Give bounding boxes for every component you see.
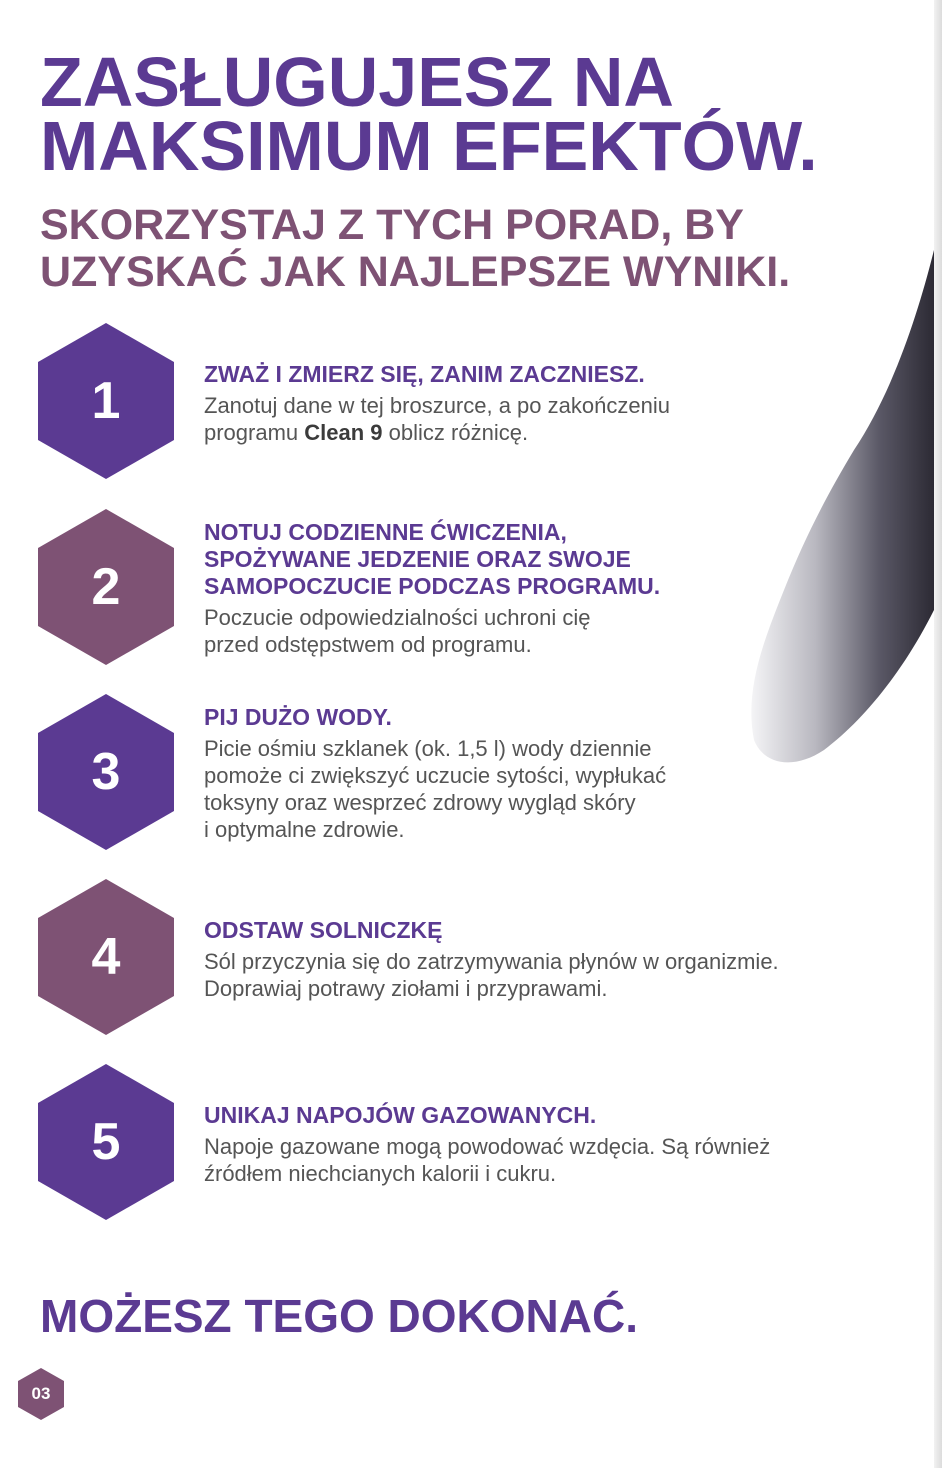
tip-text-line: Poczucie odpowiedzialności uchroni cię <box>204 605 591 630</box>
tip-text-segment: programu <box>204 420 305 445</box>
page-edge <box>934 0 942 1468</box>
closing-headline: MOŻESZ TEGO DOKONAĆ. <box>40 1290 638 1342</box>
title-line-2: MAKSIMUM EFEKTÓW. <box>40 107 818 185</box>
program-name: Clean 9 <box>304 420 383 445</box>
title-line-1: ZASŁUGUJESZ NA <box>40 43 674 121</box>
subtitle-line-1: SKORZYSTAJ Z TYCH PORAD, BY <box>40 201 744 249</box>
tip-body <box>204 361 864 446</box>
tip-text-line: Sól przyczynia się do zatrzymywania płynów w organizmie. <box>204 949 779 974</box>
tip-body <box>204 519 864 658</box>
tip-text-line: Picie ośmiu szklanek (ok. 1,5 l) wody dziennie <box>204 736 652 761</box>
tip-heading-line: SPOŻYWANE JEDZENIE ORAZ SWOJE <box>204 546 631 572</box>
tip-number: 1 <box>91 372 121 430</box>
tip-heading-line: NOTUJ CODZIENNE ĆWICZENIA, <box>204 519 567 545</box>
tip-heading-line: PIJ DUŻO WODY. <box>204 704 392 730</box>
subtitle-line-2: UZYSKAĆ JAK NAJLEPSZE WYNIKI. <box>40 248 791 296</box>
tip-text <box>204 1133 864 1187</box>
tip-body <box>204 704 864 843</box>
tip-text-line: toksyny oraz wesprzeć zdrowy wygląd skóry <box>204 790 636 815</box>
tip-heading-line: ZWAŻ I ZMIERZ SIĘ, ZANIM ZACZNIESZ. <box>204 361 645 387</box>
tip-1 <box>38 323 878 483</box>
tip-number: 3 <box>91 743 121 801</box>
tip-heading-line: ODSTAW SOLNICZKĘ <box>204 917 443 943</box>
tip-body <box>204 1102 864 1187</box>
page-number: 03 <box>31 1384 51 1403</box>
tip-heading <box>204 704 864 731</box>
tip-text-line: źródłem niechcianych kalorii i cukru. <box>204 1161 557 1186</box>
tip-text-line: pomoże ci zwiększyć uczucie sytości, wypłukać <box>204 763 667 788</box>
tip-5 <box>38 1064 878 1224</box>
tip-heading-line: SAMOPOCZUCIE PODCZAS PROGRAMU. <box>204 573 661 599</box>
tip-heading <box>204 917 864 944</box>
tip-body <box>204 917 864 1002</box>
tip-4 <box>38 879 878 1039</box>
page-subtitle <box>40 202 790 296</box>
tip-text <box>204 392 864 446</box>
tip-heading-line: UNIKAJ NAPOJÓW GAZOWANYCH. <box>204 1102 597 1128</box>
tip-text-line: Napoje gazowane mogą powodować wzdęcia. Są również <box>204 1134 771 1159</box>
tip-number: 4 <box>91 928 121 986</box>
tip-text-line: Doprawiaj potrawy ziołami i przyprawami. <box>204 976 608 1001</box>
tip-heading <box>204 1102 864 1129</box>
tip-text-segment: oblicz różnicę. <box>382 420 529 445</box>
tip-text-line: Zanotuj dane w tej broszurce, a po zakończeniu <box>204 393 670 418</box>
tip-text-line: przed odstępstwem od programu. <box>204 632 532 657</box>
tip-2 <box>38 509 878 669</box>
tip-number: 2 <box>91 558 121 616</box>
tip-3 <box>38 694 878 854</box>
page-title <box>40 43 818 185</box>
tip-heading <box>204 519 864 600</box>
tip-number: 5 <box>91 1113 121 1171</box>
tip-text <box>204 948 864 1002</box>
tip-text-line: i optymalne zdrowie. <box>204 817 405 842</box>
tip-text <box>204 735 864 843</box>
tip-text <box>204 604 864 658</box>
tip-heading <box>204 361 864 388</box>
